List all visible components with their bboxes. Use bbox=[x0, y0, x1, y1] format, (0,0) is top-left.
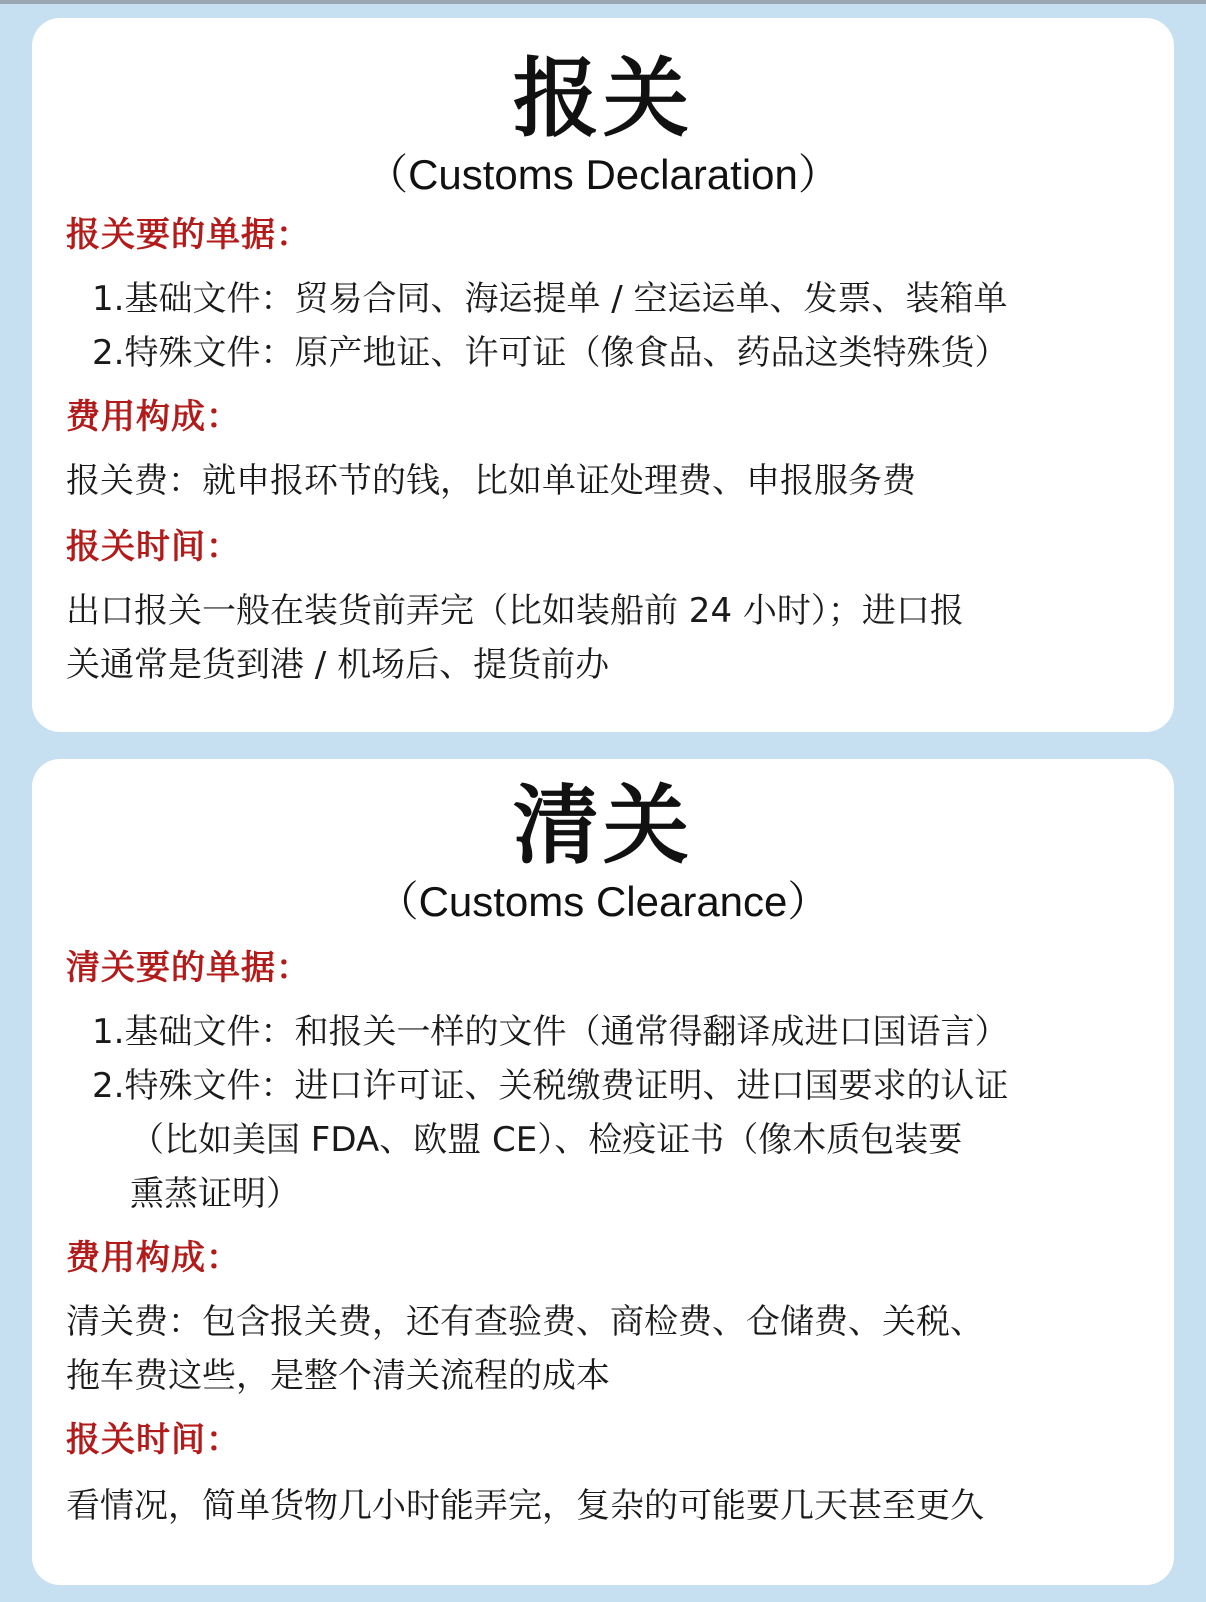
declaration-time-heading: 报关时间： bbox=[66, 527, 241, 567]
clearance-title: 清关 bbox=[513, 776, 693, 876]
clearance-doc-item-continued: （比如美国 FDA、欧盟 CE）、检疫证书（像木质包装要 bbox=[130, 1120, 963, 1160]
clearance-subtitle: （Customs Clearance） bbox=[376, 878, 830, 925]
customs-clearance-card bbox=[32, 759, 1174, 1585]
declaration-cost-text: 报关费：就申报环节的钱，比如单证处理费、申报服务费 bbox=[66, 461, 916, 501]
clearance-cost-line: 清关费：包含报关费，还有查验费、商检费、仓储费、关税、 bbox=[66, 1302, 984, 1342]
clearance-cost-line: 拖车费这些，是整个清关流程的成本 bbox=[66, 1356, 610, 1396]
declaration-time-line: 关通常是货到港 / 机场后、提货前办 bbox=[66, 645, 610, 685]
clearance-time-text: 看情况，简单货物几小时能弄完，复杂的可能要几天甚至更久 bbox=[66, 1486, 984, 1526]
declaration-title: 报关 bbox=[513, 49, 693, 149]
declaration-doc-item: 2.特殊文件：原产地证、许可证（像食品、药品这类特殊货） bbox=[92, 333, 1009, 373]
clearance-docs-heading: 清关要的单据： bbox=[66, 948, 311, 988]
declaration-subtitle: （Customs Declaration） bbox=[366, 151, 840, 198]
clearance-time-heading: 报关时间： bbox=[66, 1420, 241, 1460]
declaration-docs-heading: 报关要的单据： bbox=[66, 215, 311, 255]
declaration-time-line: 出口报关一般在装货前弄完（比如装船前 24 小时）；进口报 bbox=[66, 591, 964, 631]
customs-declaration-card bbox=[32, 18, 1174, 732]
clearance-doc-item: 2.特殊文件：进口许可证、关税缴费证明、进口国要求的认证 bbox=[92, 1066, 1009, 1106]
declaration-doc-item: 1.基础文件：贸易合同、海运提单 / 空运运单、发票、装箱单 bbox=[92, 279, 1008, 319]
clearance-cost-heading: 费用构成： bbox=[66, 1238, 241, 1278]
declaration-cost-heading: 费用构成： bbox=[66, 397, 241, 437]
clearance-doc-item: 1.基础文件：和报关一样的文件（通常得翻译成进口国语言） bbox=[92, 1012, 1009, 1052]
clearance-doc-item-continued: 熏蒸证明） bbox=[130, 1174, 300, 1214]
top-edge-bar bbox=[0, 0, 1206, 4]
